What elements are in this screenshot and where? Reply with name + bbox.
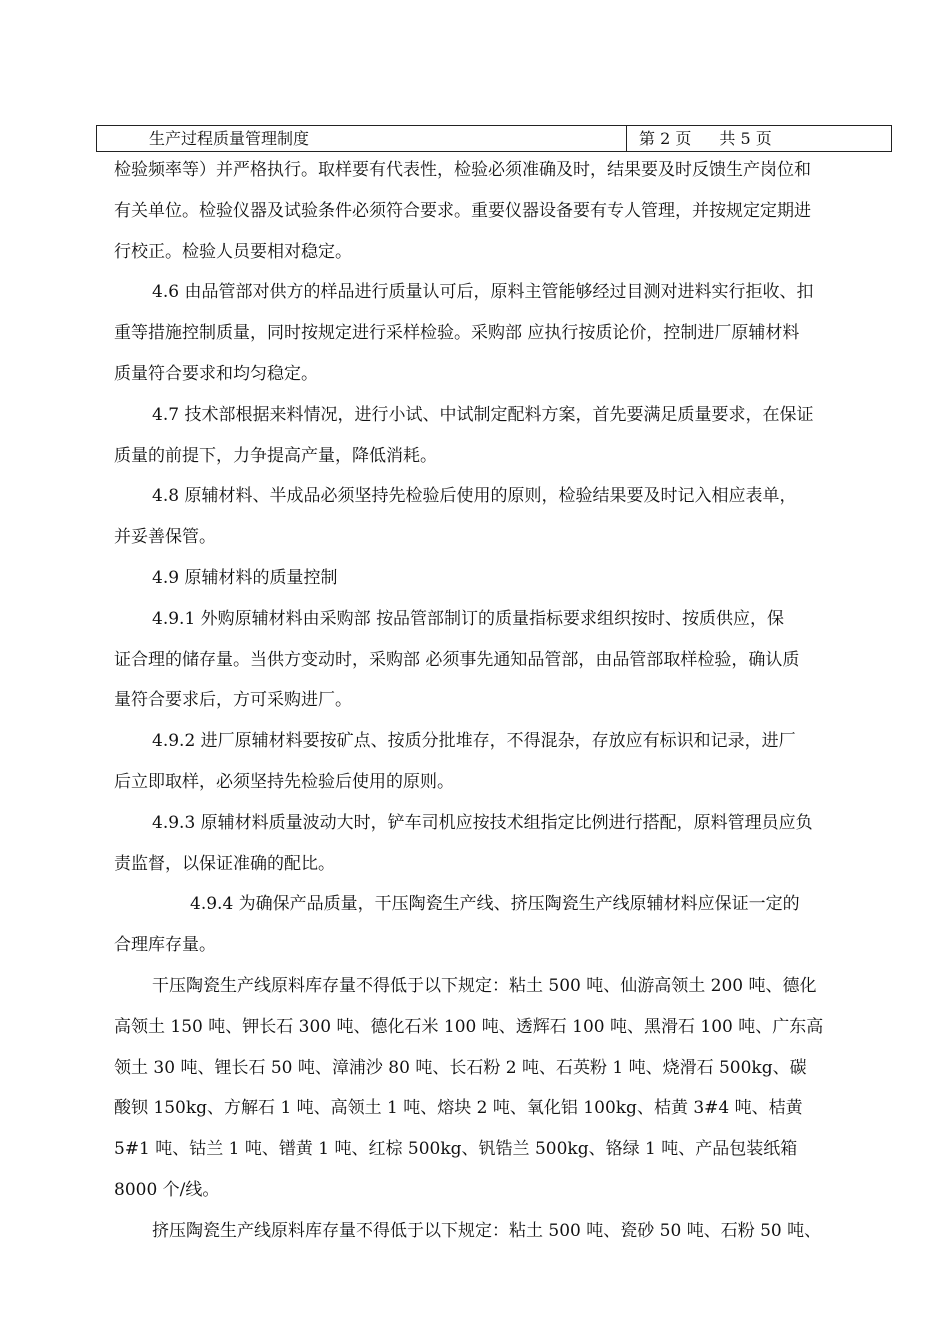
document-title: 生产过程质量管理制度 [97,126,627,151]
text-line: 领土 30 吨、锂长石 50 吨、漳浦沙 80 吨、长石粉 2 吨、石英粉 1 吨、烧滑石 500kg、碳 [114,1057,807,1078]
clause-4-9-heading: 4.9 原辅材料的质量控制 [152,567,338,588]
page-number: 第 2 页 [639,129,692,148]
clause-4-9-3: 4.9.3 原辅材料质量波动大时，铲车司机应按技术组指定比例进行搭配，原料管理员应负 [152,812,813,833]
text-line: 5#1 吨、钴兰 1 吨、镨黄 1 吨、红棕 500kg、钒锆兰 500kg、铬绿 1 吨、产品包装纸箱 [114,1139,798,1160]
clause-4-8: 4.8 原辅材料、半成品必须坚持先检验后使用的原则，检验结果要及时记入相应表单， [152,486,797,507]
text-line: 并妥善保管。 [114,527,216,548]
page-indicator [627,126,891,151]
text-line: 质量符合要求和均匀稳定。 [114,363,318,384]
text-line: 酸钡 150kg、方解石 1 吨、高领土 1 吨、熔块 2 吨、氧化铝 100kg、桔黄 3#4 吨、桔黄 [114,1098,803,1119]
text-line: 量符合要求后，方可采购进厂。 [114,690,352,711]
document-header-table [96,125,892,152]
dry-press-stock-rule: 干压陶瓷生产线原料库存量不得低于以下规定：粘土 500 吨、仙游高领土 200 吨、德化 [152,975,817,996]
text-line: 责监督，以保证准确的配比。 [114,853,335,874]
clause-4-9-1: 4.9.1 外购原辅材料由采购部 按品管部制订的质量指标要求组织按时、按质供应，保 [152,608,785,629]
text-line: 行校正。检验人员要相对稳定。 [114,241,352,262]
text-line: 合理库存量。 [114,935,216,956]
text-line: 质量的前提下，力争提高产量，降低消耗。 [114,445,437,466]
text-line: 8000 个/线。 [114,1179,220,1200]
text-line: 证合理的储存量。当供方变动时，采购部 必须事先通知品管部，由品管部取样检验，确认质 [114,649,800,670]
clause-4-9-2: 4.9.2 进厂原辅材料要按矿点、按质分批堆存，不得混杂，存放应有标识和记录，进厂 [152,731,796,752]
text-line: 检验频率等）并严格执行。取样要有代表性，检验必须准确及时，结果要及时反馈生产岗位和 [114,160,811,180]
extrusion-stock-rule: 挤压陶瓷生产线原料库存量不得低于以下规定：粘土 500 吨、瓷砂 50 吨、石粉 50 吨、 [152,1220,822,1241]
text-line: 高领土 150 吨、钾长石 300 吨、德化石米 100 吨、透辉石 100 吨、黑滑石 100 吨、广东高 [114,1016,824,1037]
clause-4-6: 4.6 由品管部对供方的样品进行质量认可后，原料主管能够经过目测对进料实行拒收、扣 [152,282,814,303]
text-line: 有关单位。检验仪器及试验条件必须符合要求。重要仪器设备要有专人管理，并按规定定期进 [114,200,811,221]
document-body [114,150,900,1252]
text-line: 后立即取样，必须坚持先检验后使用的原则。 [114,771,454,792]
clause-4-7: 4.7 技术部根据来料情况，进行小试、中试制定配料方案，首先要满足质量要求，在保证 [152,404,814,425]
clause-4-9-4: 4.9.4 为确保产品质量，干压陶瓷生产线、挤压陶瓷生产线原辅材料应保证一定的 [190,894,800,915]
text-line: 重等措施控制质量，同时按规定进行采样检验。采购部 应执行按质论价，控制进厂原辅材料 [114,323,800,344]
page-total: 共 5 页 [719,129,772,148]
